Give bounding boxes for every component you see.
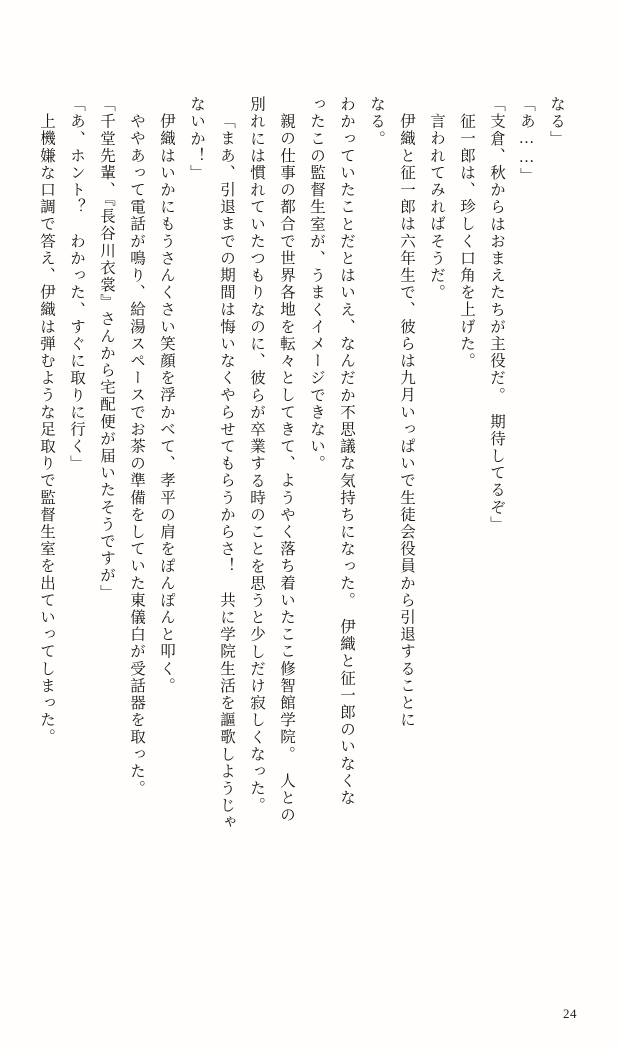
text-line: わかっていたことだとはいえ、なんだか不思議な気持ちになった。 伊織と征一郎のいなくな (338, 96, 355, 807)
body-text-block (38, 96, 571, 926)
text-line: 親の仕事の都合で世界各地を転々としてきて、ようやく落ち着いたここ修智館学院。 人との (278, 113, 295, 824)
text-line: 言われてみればそうだ。 (428, 113, 445, 302)
text-line: なる。 (368, 96, 385, 148)
text-line: 「あ、ホント？ わかった、すぐに取りに行く」 (68, 96, 85, 473)
text-line: 上機嫌な口調で答え、伊織は弾むような足取りで監督生室を出ていってしまった。 (38, 113, 55, 746)
text-line: 別れには慣れていたつもりなのに、彼らが卒業する時のことを思うと少しだけ寂しくなった。 (248, 96, 265, 815)
text-line: 伊織と征一郎は六年生で、彼らは九月いっぱいで生徒会役員から引退することに (398, 113, 415, 729)
text-line: ないか！」 (188, 96, 205, 182)
text-line: ったこの監督生室が、うまくイメージできない。 (308, 96, 325, 473)
text-line: なる」 (548, 96, 565, 148)
text-line: ややあって電話が鳴り、給湯スペースでお茶の準備をしていた東儀白が受話器を取った。 (128, 113, 145, 797)
text-line: 「千堂先輩、『長谷川衣裳』さんから宅配便が届いたそうですが」 (98, 96, 115, 602)
text-line: 「まあ、引退までの期間は悔いなくやらせてもらうからさ！ 共に学院生活を謳歌しようじゃ (218, 113, 235, 832)
page-number: 24 (563, 1006, 577, 1021)
text-line: 「支倉、秋からはおまえたちが主役だ。 期待してるぞ」 (488, 96, 505, 533)
text-line: 征一郎は、珍しく口角を上げた。 (458, 113, 475, 370)
text-line: 伊織はいかにもうさんくさい笑顔を浮かべて、孝平の肩をぽんぽんと叩く。 (158, 113, 175, 695)
text-line: 「あ……」 (518, 96, 535, 185)
